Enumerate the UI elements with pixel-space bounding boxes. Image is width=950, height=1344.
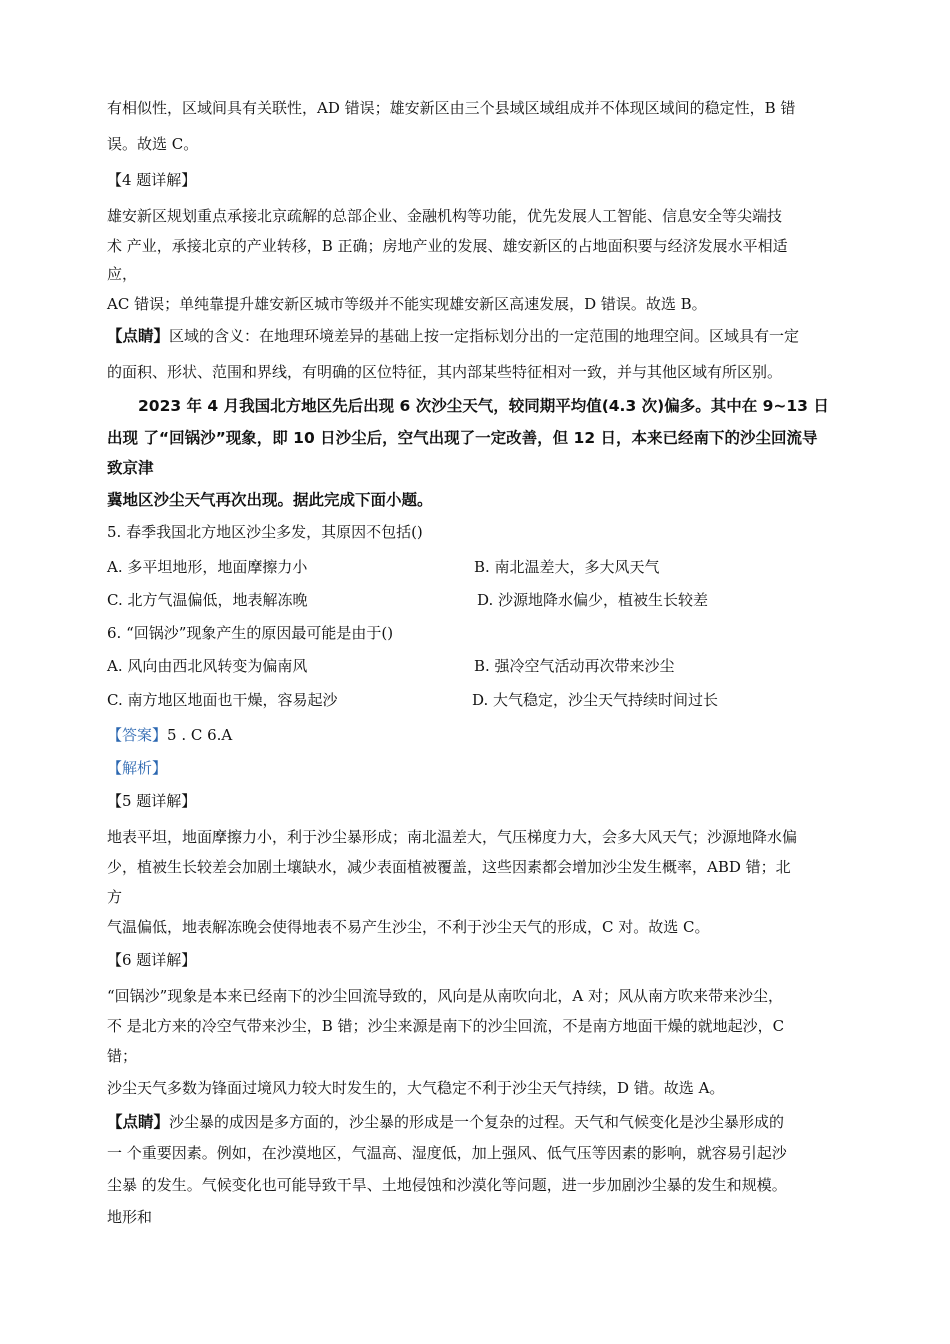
text-line: 误。故选 C。 [107,135,199,153]
option-b: B. 强冷空气活动再次带来沙尘 [474,657,675,675]
question-5: 5. 春季我国北方地区沙尘多发，其原因不包括() [107,523,423,541]
text-line: 一 个重要因素。例如，在沙漠地区，气温高、湿度低，加上强风、低气压等因素的影响，就容易引起沙 [107,1144,787,1162]
text-line: 应， [107,265,138,283]
tip-label: 【点睛】 [107,1113,170,1131]
option-b: B. 南北温差大，多大风天气 [474,558,660,576]
answer-label: 【答案】 [107,726,168,744]
option-a: A. 多平坦地形，地面摩擦力小 [107,558,308,576]
answer-line [107,725,232,745]
section-heading: 【4 题详解】 [107,171,197,189]
option-d: D. 沙源地降水偏少，植被生长较差 [477,591,709,609]
tip-label: 【点睛】 [107,327,170,345]
text-line: 的面积、形状、范围和界线，有明确的区位特征，其内部某些特征相对一致，并与其他区域有所区别。 [107,363,783,381]
section-heading: 【5 题详解】 [107,792,197,810]
text-line: “回锅沙”现象是本来已经南下的沙尘回流导致的，风向是从南吹向北，A 对；风从南方吹来带来沙尘， [107,987,783,1005]
text-line: 不 是北方来的冷空气带来沙尘，B 错；沙尘来源是南下的沙尘回流，不是南方地面干燥的就地起沙，C [107,1017,785,1035]
answer-value: 5 . C 6.A [167,726,233,744]
text-line: AC 错误；单纯靠提升雄安新区城市等级并不能实现雄安新区高速发展，D 错误。故选 B。 [107,295,707,313]
text-line: 沙尘天气多数为锋面过境风力较大时发生的，大气稳定不利于沙尘天气持续，D 错。故选 A。 [107,1079,725,1097]
option-a: A. 风向由西北风转变为偏南风 [107,657,308,675]
text-line [107,1112,784,1132]
text-line: 错； [107,1047,138,1065]
text-line: 雄安新区规划重点承接北京疏解的总部企业、金融机构等功能，优先发展人工智能、信息安全等尖端技 [107,207,783,225]
text-line: 地形和 [107,1208,153,1226]
text-line [107,326,799,346]
text-line: 气温偏低，地表解冻晚会使得地表不易产生沙尘，不利于沙尘天气的形成，C 对。故选 C。 [107,918,710,936]
material-line: 冀地区沙尘天气再次出现。据此完成下面小题。 [107,491,433,509]
text-line: 尘暴 的发生。气候变化也可能导致干旱、土地侵蚀和沙漠化等问题，进一步加剧沙尘暴的发生和规模。 [107,1176,787,1194]
material-line: 2023 年 4 月我国北方地区先后出现 6 次沙尘天气，较同期平均值(4.3 次)偏多。其中在 9~13 日 [138,397,829,415]
text-line: 有相似性，区域间具有关联性，AD 错误；雄安新区由三个县域区域组成并不体现区域间的稳定性，B 错 [107,99,796,117]
material-line: 致京津 [107,459,154,477]
material-line: 出现 了“回锅沙”现象，即 10 日沙尘后，空气出现了一定改善，但 12 日，本来已经南下的沙尘回流导 [107,429,818,447]
option-c: C. 北方气温偏低，地表解冻晚 [107,591,308,609]
option-d: D. 大气稳定，沙尘天气持续时间过长 [472,691,719,709]
option-c: C. 南方地区地面也干燥，容易起沙 [107,691,338,709]
tip-text: 区域的含义：在地理环境差异的基础上按一定指标划分出的一定范围的地理空间。区域具有一定 [169,327,800,345]
question-6: 6. “回锅沙”现象产生的原因最可能是由于() [107,624,394,642]
text-line: 地表平坦，地面摩擦力小，利于沙尘暴形成；南北温差大，气压梯度力大，会多大风天气；沙源地降水偏 [107,828,798,846]
text-line: 方 [107,888,123,906]
tip-text: 沙尘暴的成因是多方面的，沙尘暴的形成是一个复杂的过程。天气和气候变化是沙尘暴形成的 [169,1113,785,1131]
analysis-label: 【解析】 [107,759,168,777]
section-heading: 【6 题详解】 [107,951,197,969]
text-line: 少，植被生长较差会加剧土壤缺水，减少表面植被覆盖，这些因素都会增加沙尘发生概率，ABD 错；北 [107,858,791,876]
text-line: 术 产业，承接北京的产业转移，B 正确；房地产业的发展、雄安新区的占地面积要与经济发展水平相适 [107,237,788,255]
